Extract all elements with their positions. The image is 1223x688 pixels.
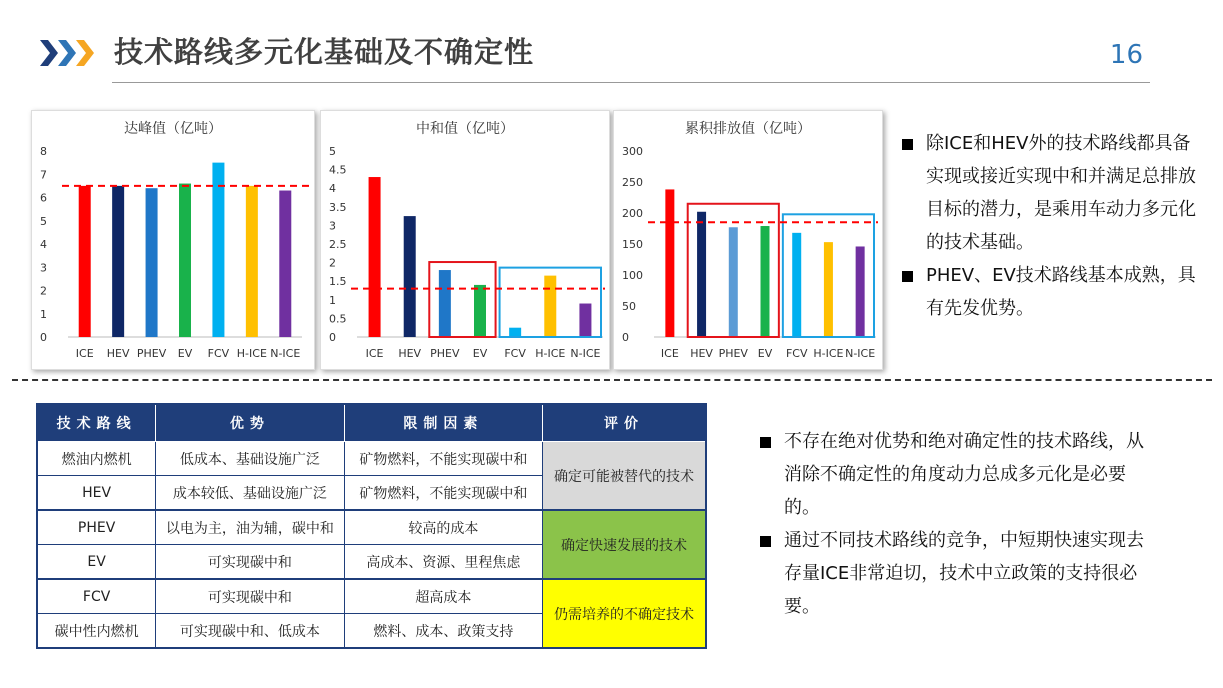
header-advantage: 优势 <box>156 404 344 442</box>
bar-ev <box>474 285 486 337</box>
bullet-list-bottom <box>758 425 1158 623</box>
cell-limit: 矿物燃料，不能实现碳中和 <box>344 442 542 476</box>
bar-ev <box>761 226 770 337</box>
y-tick-label: 2 <box>329 256 336 270</box>
x-tick-label: FCV <box>504 347 526 360</box>
y-tick-label: 2.5 <box>329 238 347 251</box>
x-tick-label: N-ICE <box>570 347 601 360</box>
cell-limit: 矿物燃料，不能实现碳中和 <box>344 476 542 511</box>
y-tick-label: 0 <box>622 331 629 344</box>
x-tick-label: PHEV <box>430 347 460 360</box>
y-tick-label: 7 <box>40 168 47 182</box>
chart-title: 累积排放值（亿吨） <box>685 121 811 137</box>
y-tick-label: 200 <box>622 207 643 220</box>
cell-advantage: 成本较低、基础设施广泛 <box>156 476 344 511</box>
bar-fcv <box>792 233 801 337</box>
header-evaluation: 评价 <box>543 404 706 442</box>
x-tick-label: H-ICE <box>813 347 844 360</box>
y-tick-label: 6 <box>40 191 47 205</box>
y-tick-label: 3.5 <box>329 200 347 214</box>
y-tick-label: 0.5 <box>329 312 347 326</box>
cell-advantage: 低成本、基础设施广泛 <box>156 442 344 476</box>
y-tick-label: 300 <box>622 145 643 158</box>
y-tick-label: 1 <box>329 293 336 307</box>
x-tick-label: EV <box>472 347 488 360</box>
y-tick-label: 150 <box>622 238 643 251</box>
bar-h-ice <box>246 186 258 337</box>
bar-n-ice <box>579 304 591 337</box>
x-tick-label: HEV <box>398 347 422 360</box>
bar-hev <box>404 216 416 337</box>
x-tick-label: N-ICE <box>845 347 876 360</box>
cell-limit: 超高成本 <box>344 579 542 614</box>
table-row <box>37 442 706 476</box>
tech-route-table <box>36 403 707 649</box>
x-tick-label: ICE <box>660 347 679 360</box>
cell-advantage: 可实现碳中和、低成本 <box>156 614 344 649</box>
y-tick-label: 4 <box>40 238 47 251</box>
cell-advantage: 可实现碳中和 <box>156 579 344 614</box>
y-tick-label: 1.5 <box>329 275 347 289</box>
y-tick-label: 3 <box>329 219 336 233</box>
cell-route: 燃油内燃机 <box>37 442 156 476</box>
x-tick-label: PHEV <box>718 347 748 360</box>
bar-n-ice <box>856 246 865 337</box>
page-title: 技术路线多元化基础及不确定性 <box>114 35 535 69</box>
x-tick-label: EV <box>177 347 193 360</box>
chart-cumulative <box>613 110 883 370</box>
bar-h-ice <box>824 242 833 337</box>
cell-limit: 较高的成本 <box>344 510 542 545</box>
bullet-item: 除ICE和HEV外的技术路线都具备实现或接近实现中和并满足总排放目标的潜力，是乘用车动力多元化的技术基础。 <box>900 127 1200 259</box>
cell-route: EV <box>37 545 156 580</box>
header-limit: 限制因素 <box>344 404 542 442</box>
x-tick-label: EV <box>757 347 773 360</box>
cell-route: PHEV <box>37 510 156 545</box>
x-tick-label: HEV <box>690 347 713 360</box>
x-tick-label: H-ICE <box>236 347 267 360</box>
cell-evaluation: 确定可能被替代的技术 <box>543 442 706 511</box>
bar-h-ice <box>544 276 556 337</box>
bullet-item: 不存在绝对优势和绝对确定性的技术路线，从消除不确定性的角度动力总成多元化是必要的。 <box>758 425 1158 524</box>
bar-ev <box>179 184 191 337</box>
cell-limit: 高成本、资源、里程焦虑 <box>344 545 542 580</box>
x-tick-label: N-ICE <box>270 347 301 360</box>
bar-hev <box>697 212 706 337</box>
page-number: 16 <box>1109 40 1143 70</box>
header-route: 技术路线 <box>37 404 156 442</box>
table-row <box>37 510 706 545</box>
y-tick-label: 1 <box>40 307 47 321</box>
bar-fcv <box>509 328 521 337</box>
y-tick-label: 5 <box>329 145 336 158</box>
bullet-item: 通过不同技术路线的竞争，中短期快速实现去存量ICE非常迫切，技术中立政策的支持很必要。 <box>758 524 1158 623</box>
y-tick-label: 5 <box>40 214 47 228</box>
y-tick-label: 100 <box>622 269 643 282</box>
x-tick-label: HEV <box>106 347 130 360</box>
x-tick-label: ICE <box>365 347 384 360</box>
x-tick-label: ICE <box>75 347 94 360</box>
bar-phev <box>439 270 451 337</box>
cell-evaluation: 确定快速发展的技术 <box>543 510 706 579</box>
cell-advantage: 以电为主，油为辅，碳中和 <box>156 510 344 545</box>
y-tick-label: 250 <box>622 176 643 189</box>
cell-limit: 燃料、成本、政策支持 <box>344 614 542 649</box>
y-tick-label: 0 <box>40 331 47 344</box>
bar-phev <box>146 188 158 337</box>
y-tick-label: 8 <box>40 145 47 158</box>
bar-ice <box>79 186 91 337</box>
bar-hev <box>112 186 124 337</box>
bar-ice <box>369 177 381 337</box>
bar-ice <box>665 189 674 337</box>
cell-route: 碳中性内燃机 <box>37 614 156 649</box>
bar-phev <box>729 227 738 337</box>
cell-route: FCV <box>37 579 156 614</box>
y-tick-label: 2 <box>40 284 47 298</box>
cell-advantage: 可实现碳中和 <box>156 545 344 580</box>
header-divider <box>112 82 1150 83</box>
chart-peak <box>31 110 315 370</box>
y-tick-label: 4 <box>329 182 336 196</box>
cell-evaluation: 仍需培养的不确定技术 <box>543 579 706 648</box>
bar-fcv <box>212 163 224 337</box>
y-tick-label: 50 <box>622 300 636 313</box>
x-tick-label: FCV <box>207 347 230 360</box>
y-tick-label: 3 <box>40 261 47 275</box>
chart-title: 中和值（亿吨） <box>416 121 514 137</box>
bullet-item: PHEV、EV技术路线基本成熟，具有先发优势。 <box>900 259 1200 325</box>
x-tick-label: H-ICE <box>535 347 566 360</box>
x-tick-label: PHEV <box>136 347 167 360</box>
bar-n-ice <box>279 191 291 337</box>
chevron-arrows-icon <box>40 40 100 66</box>
y-tick-label: 0 <box>329 331 336 344</box>
cell-route: HEV <box>37 476 156 511</box>
y-tick-label: 4.5 <box>329 163 347 177</box>
bullet-list-top <box>900 127 1200 325</box>
chart-title: 达峰值（亿吨） <box>124 121 222 137</box>
table-row <box>37 579 706 614</box>
table-header-row <box>37 404 706 442</box>
x-tick-label: FCV <box>785 347 808 360</box>
section-divider <box>12 379 1212 381</box>
chart-neutral <box>320 110 610 370</box>
